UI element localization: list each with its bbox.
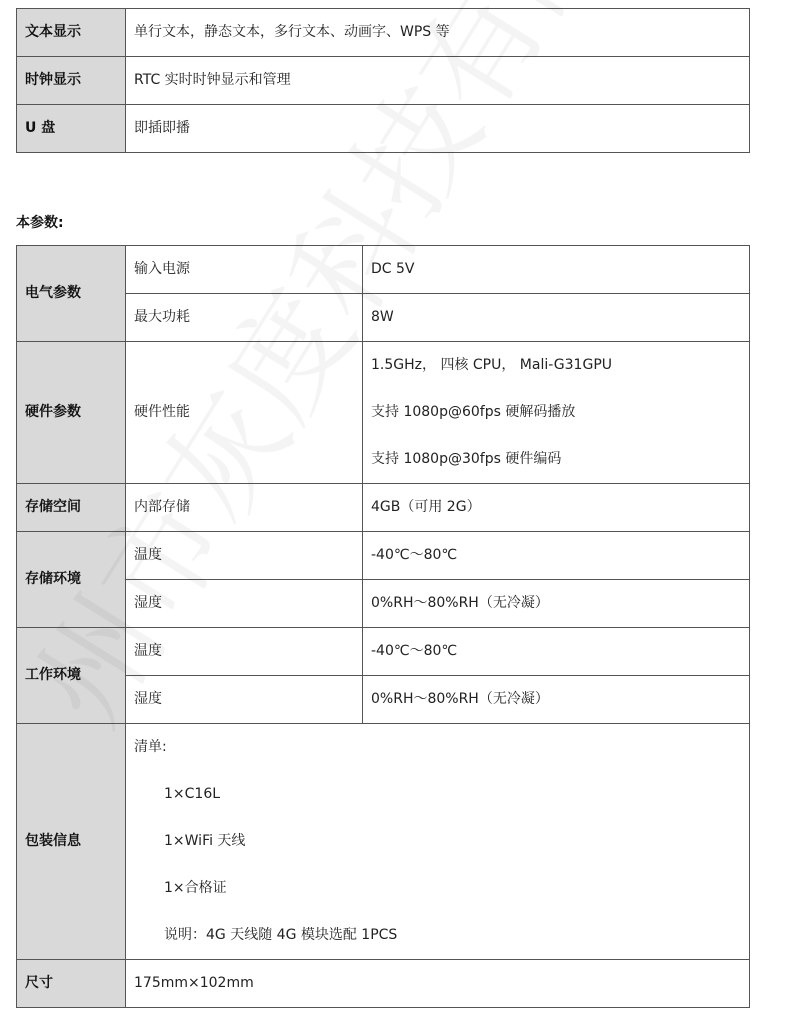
package-item: 1×WiFi 天线 (164, 833, 246, 849)
table-row (17, 246, 750, 294)
table-row (17, 580, 750, 628)
param-name: 温度 (126, 532, 363, 580)
hardware-line: 1.5GHz， 四核 CPU， Mali-G31GPU (371, 357, 613, 373)
table-row (17, 484, 750, 532)
row-label: 工作环境 (17, 628, 126, 724)
row-label: 包装信息 (17, 724, 126, 960)
package-contents (126, 724, 750, 960)
row-value: 即插即播 (126, 105, 750, 153)
param-name: 输入电源 (126, 246, 363, 294)
row-label: 硬件参数 (17, 342, 126, 484)
package-title: 清单: (134, 739, 167, 755)
row-label: U 盘 (17, 105, 126, 153)
spec-table (16, 245, 750, 1008)
row-label: 尺寸 (17, 960, 126, 1008)
table-row (17, 960, 750, 1008)
param-value: 0%RH～80%RH（无冷凝） (363, 676, 750, 724)
param-value: -40℃～80℃ (363, 532, 750, 580)
param-value: 175mm×102mm (126, 960, 750, 1008)
feature-table (16, 8, 750, 153)
param-value: -40℃～80℃ (363, 628, 750, 676)
package-note: 说明：4G 天线随 4G 模块选配 1PCS (164, 927, 398, 943)
hardware-line: 支持 1080p@30fps 硬件编码 (371, 451, 562, 467)
row-label: 存储环境 (17, 532, 126, 628)
table-row (17, 342, 750, 484)
table-row (17, 9, 750, 57)
param-value (363, 342, 750, 484)
param-name: 最大功耗 (126, 294, 363, 342)
table-row (17, 294, 750, 342)
package-item: 1×合格证 (164, 880, 227, 896)
param-value: 0%RH～80%RH（无冷凝） (363, 580, 750, 628)
row-label: 电气参数 (17, 246, 126, 342)
row-label: 存储空间 (17, 484, 126, 532)
param-value: DC 5V (363, 246, 750, 294)
row-value: 单行文本，静态文本，多行文本、动画字、WPS 等 (126, 9, 750, 57)
table-row (17, 724, 750, 960)
row-label: 时钟显示 (17, 57, 126, 105)
package-item: 1×C16L (164, 786, 221, 802)
table-row (17, 628, 750, 676)
param-name: 湿度 (126, 580, 363, 628)
table-row (17, 676, 750, 724)
param-name: 温度 (126, 628, 363, 676)
row-label: 文本显示 (17, 9, 126, 57)
table-row (17, 57, 750, 105)
hardware-line: 支持 1080p@60fps 硬解码播放 (371, 404, 576, 420)
param-name: 内部存储 (126, 484, 363, 532)
param-name: 硬件性能 (126, 342, 363, 484)
table-row (17, 105, 750, 153)
param-name: 湿度 (126, 676, 363, 724)
param-value: 4GB（可用 2G） (363, 484, 750, 532)
table-row (17, 532, 750, 580)
section-title: 本参数: (16, 215, 64, 231)
row-value: RTC 实时时钟显示和管理 (126, 57, 750, 105)
param-value: 8W (363, 294, 750, 342)
